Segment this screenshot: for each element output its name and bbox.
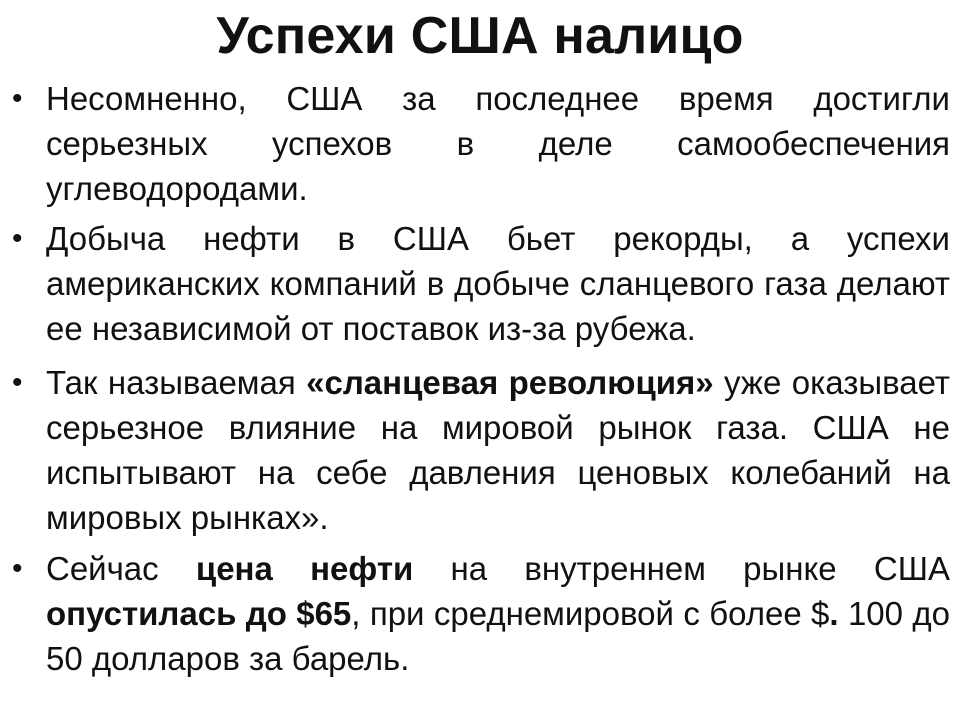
bullet-text [46, 360, 950, 540]
bullet-icon: • [12, 552, 23, 585]
bullet-text-emphasis: цена нефти [195, 550, 414, 587]
bullet-text-run: Несомненно, США за последнее время достигли серьезных успехов в деле самообеспечения углеводородами. [46, 80, 950, 207]
bullet-icon: • [12, 366, 23, 399]
bullet-icon: • [12, 222, 23, 255]
bullet-icon: • [12, 82, 23, 115]
bullet-text-run: Так называемая [46, 364, 307, 401]
bullet-text [46, 76, 950, 211]
bullet-text-run: на внутреннем рынке США [413, 550, 950, 587]
bullet-text-emphasis: «сланцевая революция» [306, 364, 714, 401]
bullet-text-run: , при среднемировой с более $ [351, 595, 830, 632]
slide-title: Успехи США налицо [216, 7, 744, 65]
bullet-text-emphasis: . [829, 595, 839, 632]
bullet-text [46, 216, 950, 351]
bullet-text-run: Добыча нефти в США бьет рекорды, а успехи американских компаний в добыче сланцевого газа делают ее независимой от поставок из-за рубежа. [46, 220, 950, 347]
bullet-text-emphasis: опустилась до $65 [46, 595, 352, 632]
bullet-text-run: 100 до 50 долларов за барель. [46, 595, 950, 677]
bullet-text-run: Сейчас [46, 550, 196, 587]
bullet-text [46, 546, 950, 681]
bullet-text-run: уже оказывает серьезное влияние на мировой рынок газа. США не испытывают на себе давления ценовых колебаний на мировых рынках». [46, 364, 951, 536]
